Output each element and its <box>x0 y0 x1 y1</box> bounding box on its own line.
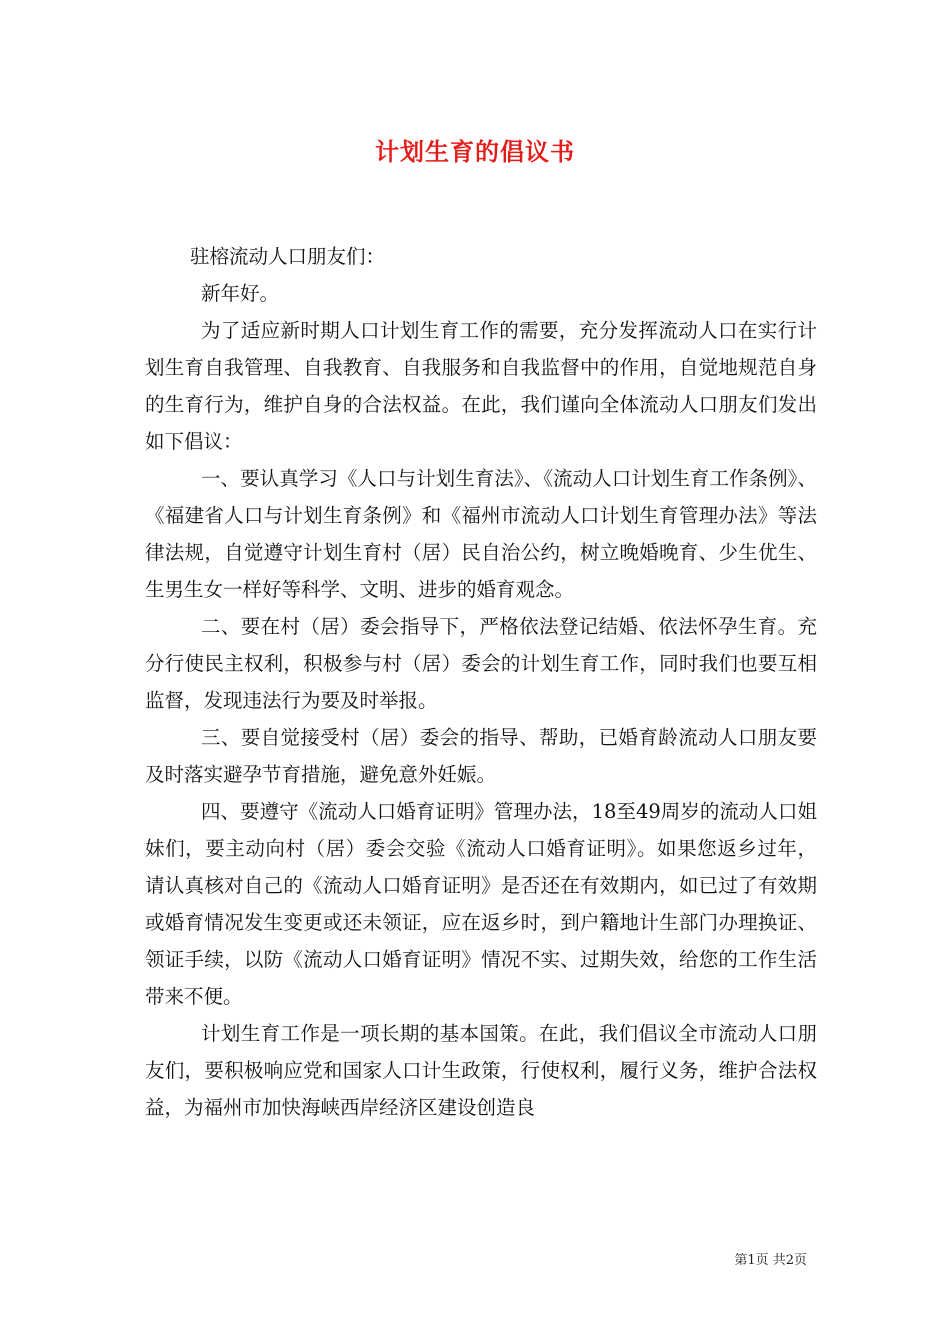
paragraph-point-1: 一、要认真学习《人口与计划生育法》、《流动人口计划生育工作条例》、《福建省人口与计划生育条例》和《福州市流动人口计划生育管理办法》等法律法规，自觉遵守计划生育村（居）民自治公约，树立晚婚晚育、少生优生、生男生女一样好等科学、文明、进步的婚育观念。 <box>145 467 817 601</box>
document-body <box>145 238 817 1126</box>
paragraph-point-4: 四、要遵守《流动人口婚育证明》管理办法，18至49周岁的流动人口姐妹们，要主动向村（居）委会交验《流动人口婚育证明》。如果您返乡过年，请认真核对自己的《流动人口婚育证明》是否还在有效期内，如已过了有效期或婚育情况发生变更或还未领证，应在返乡时，到户籍地计生部门办理换证、领证手续，以防《流动人口婚育证明》情况不实、过期失效，给您的工作生活带来不便。 <box>145 800 817 1008</box>
paragraph-point-2: 二、要在村（居）委会指导下，严格依法登记结婚、依法怀孕生育。充分行使民主权利，积极参与村（居）委会的计划生育工作，同时我们也要互相监督，发现违法行为要及时举报。 <box>145 615 817 712</box>
paragraph-point-3: 三、要自觉接受村（居）委会的指导、帮助，已婚育龄流动人口朋友要及时落实避孕节育措施，避免意外妊娠。 <box>145 726 817 786</box>
paragraph-closing: 计划生育工作是一项长期的基本国策。在此，我们倡议全市流动人口朋友们，要积极响应党和国家人口计生政策，行使权利，履行义务，维护合法权益，为福州市加快海峡西岸经济区建设创造良 <box>145 1022 817 1119</box>
salutation: 驻榕流动人口朋友们： <box>190 245 386 268</box>
greeting: 新年好。 <box>201 282 280 305</box>
document-title: 计划生育的倡议书 <box>375 137 575 166</box>
paragraph-intro: 为了适应新时期人口计划生育工作的需要，充分发挥流动人口在实行计划生育自我管理、自我教育、自我服务和自我监督中的作用，自觉地规范自身的生育行为，维护自身的合法权益。在此，我们谨向全体流动人口朋友们发出如下倡议： <box>145 319 817 453</box>
page-number: 第1页 共2页 <box>734 1253 807 1268</box>
